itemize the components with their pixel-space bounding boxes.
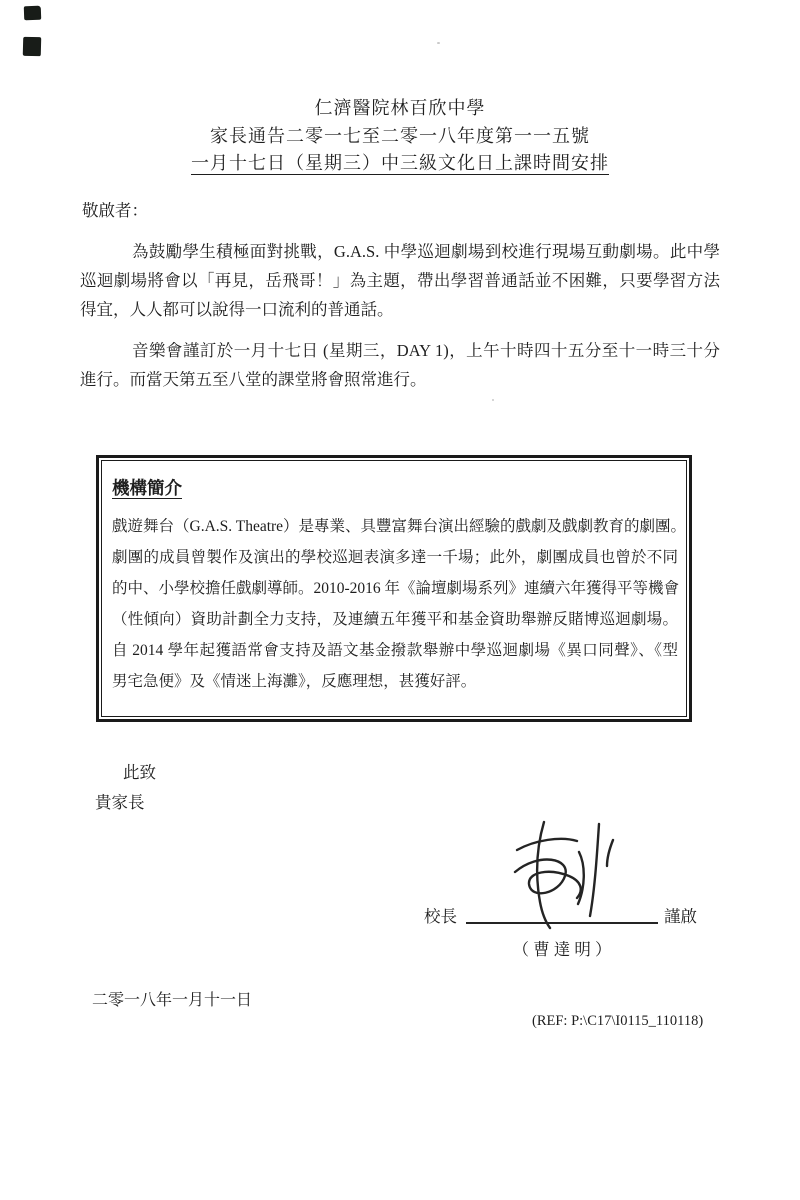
info-box-line: （性傾向）資助計劃全力支持，及連續五年獲平和基金資助舉辦反賭博巡迴劇場。: [112, 611, 678, 628]
signature-suffix-label: 謹啟: [664, 907, 697, 926]
closing-block: [95, 758, 156, 818]
paragraph-1: [80, 237, 720, 324]
reference-number: (REF: P:\C17\I0115_110118): [532, 1013, 704, 1029]
notice-subject-line: 一月十七日（星期三）中三級文化日上課時間安排: [191, 153, 609, 173]
info-box-line: 男宅急便》及《情迷上海灘》，反應理想，甚獲好評。: [112, 673, 477, 690]
info-box-line: 劇團的成員曾製作及演出的學校巡迴表演多達一千場；此外，劇團成員也曾於不同: [112, 549, 678, 566]
school-name: 仁濟醫院林百欣中學: [314, 98, 486, 118]
signature-role-label: 校長: [424, 907, 457, 926]
signature-name: （ 曹 達 明 ）: [512, 940, 612, 959]
organization-info-box: [96, 455, 692, 722]
paragraph-2-line: 音樂會謹訂於一月十七日 (星期三，DAY 1)，上午十時四十五分至十一時三十分: [132, 341, 720, 360]
salutation: 敬啟者：: [82, 201, 148, 220]
document-header: [0, 95, 800, 178]
paragraph-1-line: 巡迴劇場將會以「再見，岳飛哥！」為主題，帶出學習普通話並不困難，只要學習方法: [80, 271, 720, 290]
closing-to-label: 此致: [123, 763, 156, 782]
paragraph-2: [80, 336, 720, 394]
notice-number-line: 家長通告二零一七至二零一八年度第一一五號: [210, 125, 590, 146]
scan-speck: [492, 399, 494, 401]
paragraph-1-line: 為鼓勵學生積極面對挑戰，G.A.S. 中學巡迴劇場到校進行現場互動劇場。此中學: [132, 242, 720, 261]
closing-recipient: 貴家長: [95, 793, 145, 812]
scan-artifact-mark: [23, 37, 41, 56]
principal-signature-scribble: [487, 816, 637, 934]
info-box-line: 自 2014 學年起獲語常會支持及語文基金撥款舉辦中學巡迴劇場《異口同聲》、《型: [112, 642, 678, 659]
scan-speck: [437, 42, 440, 44]
scan-artifact-mark: [24, 6, 41, 21]
info-box-heading: 機構簡介: [112, 478, 182, 498]
paragraph-1-line: 得宜，人人都可以說得一口流利的普通話。: [80, 300, 394, 319]
paragraph-2-line: 進行。而當天第五至八堂的課堂將會照常進行。: [80, 370, 427, 389]
organization-info-box-inner: [101, 460, 687, 717]
info-box-line: 戲遊舞台（G.A.S. Theatre）是專業、具豐富舞台演出經驗的戲劇及戲劇教育的劇團。: [112, 518, 687, 535]
issue-date: 二零一八年一月十一日: [92, 992, 253, 1009]
info-box-line: 的中、小學校擔任戲劇導師。2010-2016 年《論壇劇場系列》連續六年獲得平等機會: [112, 580, 680, 597]
